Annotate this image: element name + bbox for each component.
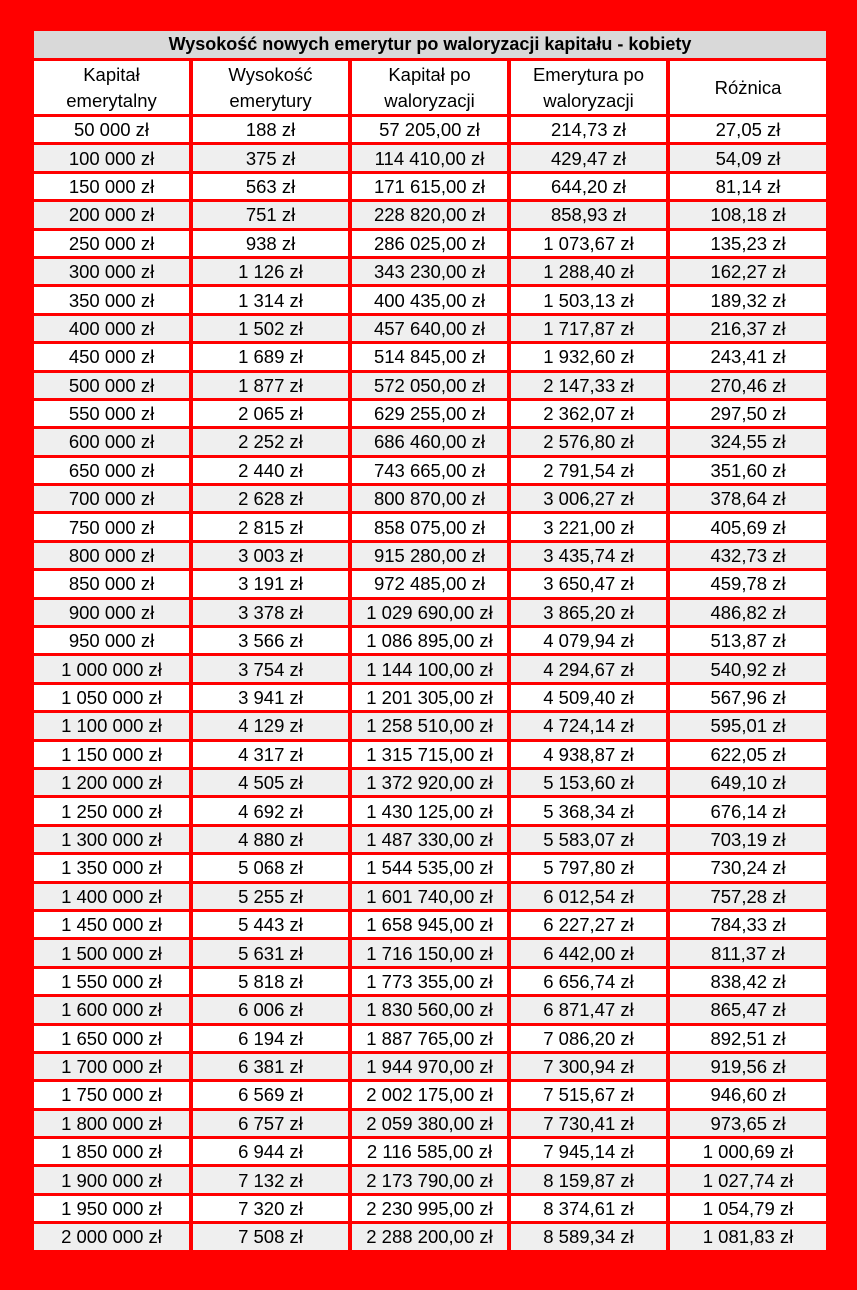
cell-kapital: 1 800 000 zł	[34, 1111, 189, 1136]
cell-emerytura-po: 1 503,13 zł	[511, 287, 666, 312]
cell-emerytura: 7 320 zł	[193, 1196, 348, 1221]
cell-roznica: 919,56 zł	[670, 1054, 826, 1079]
table-row	[34, 742, 826, 767]
table-row	[34, 429, 826, 454]
cell-kapital-po: 1 830 560,00 zł	[352, 997, 507, 1022]
cell-kapital: 850 000 zł	[34, 571, 189, 596]
cell-emerytura-po: 644,20 zł	[511, 174, 666, 199]
cell-emerytura-po: 3 221,00 zł	[511, 514, 666, 539]
cell-kapital-po: 1 887 765,00 zł	[352, 1026, 507, 1051]
table-row	[34, 1196, 826, 1221]
table-row	[34, 287, 826, 312]
cell-kapital-po: 1 372 920,00 zł	[352, 770, 507, 795]
cell-emerytura-po: 7 300,94 zł	[511, 1054, 666, 1079]
table-row	[34, 1111, 826, 1136]
cell-kapital: 1 900 000 zł	[34, 1167, 189, 1192]
cell-emerytura: 1 689 zł	[193, 344, 348, 369]
cell-emerytura: 7 508 zł	[193, 1224, 348, 1249]
cell-emerytura-po: 1 932,60 zł	[511, 344, 666, 369]
cell-kapital-po: 1 086 895,00 zł	[352, 628, 507, 653]
cell-emerytura: 2 628 zł	[193, 486, 348, 511]
cell-kapital: 100 000 zł	[34, 145, 189, 170]
table-row	[34, 855, 826, 880]
cell-emerytura: 4 317 zł	[193, 742, 348, 767]
cell-kapital-po: 743 665,00 zł	[352, 458, 507, 483]
cell-kapital-po: 400 435,00 zł	[352, 287, 507, 312]
cell-roznica: 567,96 zł	[670, 685, 826, 710]
cell-emerytura: 5 443 zł	[193, 912, 348, 937]
cell-roznica: 189,32 zł	[670, 287, 826, 312]
cell-roznica: 865,47 zł	[670, 997, 826, 1022]
table-row	[34, 884, 826, 909]
cell-emerytura: 2 252 zł	[193, 429, 348, 454]
cell-emerytura-po: 3 006,27 zł	[511, 486, 666, 511]
cell-emerytura-po: 4 509,40 zł	[511, 685, 666, 710]
cell-roznica: 135,23 zł	[670, 231, 826, 256]
cell-kapital: 1 950 000 zł	[34, 1196, 189, 1221]
cell-kapital-po: 2 230 995,00 zł	[352, 1196, 507, 1221]
cell-emerytura-po: 4 724,14 zł	[511, 713, 666, 738]
table-row	[34, 1167, 826, 1192]
cell-kapital-po: 57 205,00 zł	[352, 117, 507, 142]
table-row	[34, 770, 826, 795]
cell-emerytura-po: 3 650,47 zł	[511, 571, 666, 596]
cell-kapital-po: 2 116 585,00 zł	[352, 1139, 507, 1164]
table-row	[34, 685, 826, 710]
cell-kapital: 600 000 zł	[34, 429, 189, 454]
cell-kapital-po: 572 050,00 zł	[352, 373, 507, 398]
cell-kapital: 1 250 000 zł	[34, 798, 189, 823]
header-kapital-emerytalny	[34, 61, 189, 114]
cell-emerytura: 1 126 zł	[193, 259, 348, 284]
cell-kapital-po: 343 230,00 zł	[352, 259, 507, 284]
cell-kapital: 1 300 000 zł	[34, 827, 189, 852]
cell-emerytura-po: 7 086,20 zł	[511, 1026, 666, 1051]
cell-emerytura-po: 7 730,41 zł	[511, 1111, 666, 1136]
cell-emerytura-po: 2 362,07 zł	[511, 401, 666, 426]
cell-kapital-po: 858 075,00 zł	[352, 514, 507, 539]
cell-roznica: 54,09 zł	[670, 145, 826, 170]
cell-emerytura-po: 6 656,74 zł	[511, 969, 666, 994]
cell-kapital: 1 750 000 zł	[34, 1082, 189, 1107]
cell-roznica: 432,73 zł	[670, 543, 826, 568]
cell-emerytura: 3 754 zł	[193, 656, 348, 681]
cell-emerytura: 2 440 zł	[193, 458, 348, 483]
table-row	[34, 486, 826, 511]
cell-emerytura: 938 zł	[193, 231, 348, 256]
cell-kapital-po: 1 544 535,00 zł	[352, 855, 507, 880]
cell-roznica: 784,33 zł	[670, 912, 826, 937]
cell-roznica: 838,42 zł	[670, 969, 826, 994]
cell-roznica: 243,41 zł	[670, 344, 826, 369]
cell-kapital: 1 550 000 zł	[34, 969, 189, 994]
cell-emerytura: 7 132 zł	[193, 1167, 348, 1192]
cell-kapital: 1 650 000 zł	[34, 1026, 189, 1051]
cell-kapital-po: 171 615,00 zł	[352, 174, 507, 199]
cell-kapital: 750 000 zł	[34, 514, 189, 539]
cell-emerytura-po: 3 435,74 zł	[511, 543, 666, 568]
cell-emerytura-po: 5 583,07 zł	[511, 827, 666, 852]
cell-kapital: 650 000 zł	[34, 458, 189, 483]
cell-kapital: 1 350 000 zł	[34, 855, 189, 880]
cell-emerytura-po: 4 294,67 zł	[511, 656, 666, 681]
cell-kapital: 450 000 zł	[34, 344, 189, 369]
cell-roznica: 622,05 zł	[670, 742, 826, 767]
table-row	[34, 316, 826, 341]
cell-kapital: 50 000 zł	[34, 117, 189, 142]
cell-roznica: 946,60 zł	[670, 1082, 826, 1107]
cell-kapital: 1 200 000 zł	[34, 770, 189, 795]
cell-kapital-po: 629 255,00 zł	[352, 401, 507, 426]
cell-emerytura: 6 757 zł	[193, 1111, 348, 1136]
header-line: Różnica	[714, 76, 782, 98]
cell-kapital-po: 915 280,00 zł	[352, 543, 507, 568]
cell-emerytura-po: 8 589,34 zł	[511, 1224, 666, 1249]
cell-roznica: 1 000,69 zł	[670, 1139, 826, 1164]
cell-emerytura: 3 566 zł	[193, 628, 348, 653]
cell-emerytura: 6 381 zł	[193, 1054, 348, 1079]
table-row	[34, 344, 826, 369]
cell-emerytura-po: 7 945,14 zł	[511, 1139, 666, 1164]
cell-emerytura: 4 692 zł	[193, 798, 348, 823]
cell-kapital: 950 000 zł	[34, 628, 189, 653]
cell-kapital-po: 1 430 125,00 zł	[352, 798, 507, 823]
cell-emerytura-po: 6 442,00 zł	[511, 940, 666, 965]
table-row	[34, 827, 826, 852]
cell-emerytura: 2 065 zł	[193, 401, 348, 426]
cell-roznica: 757,28 zł	[670, 884, 826, 909]
cell-kapital-po: 2 002 175,00 zł	[352, 1082, 507, 1107]
cell-emerytura: 6 006 zł	[193, 997, 348, 1022]
cell-kapital: 150 000 zł	[34, 174, 189, 199]
cell-emerytura-po: 429,47 zł	[511, 145, 666, 170]
cell-roznica: 703,19 zł	[670, 827, 826, 852]
cell-kapital: 1 850 000 zł	[34, 1139, 189, 1164]
header-line: waloryzacji	[384, 89, 475, 111]
table-title: Wysokość nowych emerytur po waloryzacji kapitału - kobiety	[34, 31, 826, 58]
table-row	[34, 373, 826, 398]
cell-emerytura: 6 569 zł	[193, 1082, 348, 1107]
cell-kapital-po: 1 258 510,00 zł	[352, 713, 507, 738]
header-line: Kapitał po	[388, 63, 471, 85]
cell-kapital-po: 2 288 200,00 zł	[352, 1224, 507, 1249]
cell-kapital: 200 000 zł	[34, 202, 189, 227]
cell-emerytura-po: 6 012,54 zł	[511, 884, 666, 909]
cell-roznica: 892,51 zł	[670, 1026, 826, 1051]
cell-emerytura: 5 818 zł	[193, 969, 348, 994]
table-row	[34, 1082, 826, 1107]
cell-kapital: 700 000 zł	[34, 486, 189, 511]
table-row	[34, 145, 826, 170]
cell-kapital-po: 457 640,00 zł	[352, 316, 507, 341]
table-row	[34, 543, 826, 568]
table-row	[34, 458, 826, 483]
cell-kapital: 1 050 000 zł	[34, 685, 189, 710]
table-row	[34, 656, 826, 681]
cell-emerytura-po: 5 153,60 zł	[511, 770, 666, 795]
cell-roznica: 973,65 zł	[670, 1111, 826, 1136]
cell-kapital-po: 1 487 330,00 zł	[352, 827, 507, 852]
pension-table	[30, 28, 830, 1253]
header-line: emerytury	[229, 89, 312, 111]
cell-emerytura-po: 2 791,54 zł	[511, 458, 666, 483]
cell-emerytura-po: 4 079,94 zł	[511, 628, 666, 653]
cell-emerytura-po: 1 288,40 zł	[511, 259, 666, 284]
header-emerytura-po-waloryzacji	[511, 61, 666, 114]
table-row	[34, 940, 826, 965]
cell-roznica: 1 054,79 zł	[670, 1196, 826, 1221]
cell-roznica: 459,78 zł	[670, 571, 826, 596]
header-row	[34, 61, 826, 114]
table-row	[34, 571, 826, 596]
header-roznica	[670, 61, 826, 114]
cell-emerytura-po: 7 515,67 zł	[511, 1082, 666, 1107]
cell-roznica: 486,82 zł	[670, 600, 826, 625]
cell-emerytura: 375 zł	[193, 145, 348, 170]
cell-kapital: 900 000 zł	[34, 600, 189, 625]
cell-emerytura: 6 194 zł	[193, 1026, 348, 1051]
cell-emerytura-po: 1 717,87 zł	[511, 316, 666, 341]
cell-kapital-po: 1 716 150,00 zł	[352, 940, 507, 965]
cell-kapital-po: 2 059 380,00 zł	[352, 1111, 507, 1136]
cell-roznica: 405,69 zł	[670, 514, 826, 539]
cell-kapital: 1 600 000 zł	[34, 997, 189, 1022]
header-line: Kapitał	[83, 63, 140, 85]
cell-emerytura: 751 zł	[193, 202, 348, 227]
cell-emerytura-po: 214,73 zł	[511, 117, 666, 142]
cell-kapital-po: 1 773 355,00 zł	[352, 969, 507, 994]
cell-roznica: 270,46 zł	[670, 373, 826, 398]
table-row	[34, 259, 826, 284]
table-row	[34, 713, 826, 738]
cell-roznica: 649,10 zł	[670, 770, 826, 795]
table-body	[34, 117, 826, 1250]
cell-kapital: 1 150 000 zł	[34, 742, 189, 767]
cell-emerytura: 5 255 zł	[193, 884, 348, 909]
cell-kapital-po: 514 845,00 zł	[352, 344, 507, 369]
cell-emerytura: 3 003 zł	[193, 543, 348, 568]
header-line: Emerytura po	[532, 63, 645, 85]
cell-kapital: 800 000 zł	[34, 543, 189, 568]
cell-kapital: 1 000 000 zł	[34, 656, 189, 681]
table-row	[34, 969, 826, 994]
cell-emerytura: 4 880 zł	[193, 827, 348, 852]
cell-kapital: 1 700 000 zł	[34, 1054, 189, 1079]
header-kapital-po-waloryzacji	[352, 61, 507, 114]
cell-emerytura: 1 314 zł	[193, 287, 348, 312]
cell-roznica: 351,60 zł	[670, 458, 826, 483]
cell-emerytura-po: 5 368,34 zł	[511, 798, 666, 823]
table-row	[34, 117, 826, 142]
cell-emerytura-po: 8 159,87 zł	[511, 1167, 666, 1192]
table-row	[34, 1026, 826, 1051]
cell-emerytura: 2 815 zł	[193, 514, 348, 539]
table-row	[34, 202, 826, 227]
cell-kapital: 300 000 zł	[34, 259, 189, 284]
table-row	[34, 1054, 826, 1079]
cell-emerytura: 5 068 zł	[193, 855, 348, 880]
table-row	[34, 628, 826, 653]
cell-kapital: 1 100 000 zł	[34, 713, 189, 738]
cell-kapital-po: 686 460,00 zł	[352, 429, 507, 454]
table-row	[34, 1139, 826, 1164]
cell-roznica: 162,27 zł	[670, 259, 826, 284]
cell-kapital-po: 1 029 690,00 zł	[352, 600, 507, 625]
cell-roznica: 108,18 zł	[670, 202, 826, 227]
cell-roznica: 730,24 zł	[670, 855, 826, 880]
cell-kapital: 400 000 zł	[34, 316, 189, 341]
table-row	[34, 997, 826, 1022]
table-row	[34, 912, 826, 937]
cell-kapital-po: 2 173 790,00 zł	[352, 1167, 507, 1192]
cell-kapital-po: 114 410,00 zł	[352, 145, 507, 170]
cell-emerytura: 3 941 zł	[193, 685, 348, 710]
cell-roznica: 81,14 zł	[670, 174, 826, 199]
cell-emerytura: 4 505 zł	[193, 770, 348, 795]
cell-emerytura: 6 944 zł	[193, 1139, 348, 1164]
header-line: emerytalny	[66, 89, 157, 111]
cell-kapital: 1 500 000 zł	[34, 940, 189, 965]
header-wysokosc-emerytury	[193, 61, 348, 114]
cell-roznica: 676,14 zł	[670, 798, 826, 823]
cell-emerytura-po: 3 865,20 zł	[511, 600, 666, 625]
cell-kapital-po: 972 485,00 zł	[352, 571, 507, 596]
cell-kapital-po: 1 315 715,00 zł	[352, 742, 507, 767]
cell-emerytura-po: 5 797,80 zł	[511, 855, 666, 880]
cell-emerytura: 3 191 zł	[193, 571, 348, 596]
table-row	[34, 231, 826, 256]
cell-roznica: 811,37 zł	[670, 940, 826, 965]
table-row	[34, 174, 826, 199]
header-line: waloryzacji	[543, 89, 634, 111]
cell-roznica: 595,01 zł	[670, 713, 826, 738]
table-frame	[32, 29, 824, 1258]
cell-kapital-po: 286 025,00 zł	[352, 231, 507, 256]
cell-kapital: 1 450 000 zł	[34, 912, 189, 937]
cell-emerytura: 188 zł	[193, 117, 348, 142]
cell-roznica: 324,55 zł	[670, 429, 826, 454]
cell-kapital-po: 1 601 740,00 zł	[352, 884, 507, 909]
table-row	[34, 514, 826, 539]
cell-emerytura: 1 502 zł	[193, 316, 348, 341]
table-row	[34, 798, 826, 823]
cell-emerytura: 4 129 zł	[193, 713, 348, 738]
cell-kapital: 500 000 zł	[34, 373, 189, 398]
cell-emerytura-po: 4 938,87 zł	[511, 742, 666, 767]
table-row	[34, 401, 826, 426]
cell-roznica: 513,87 zł	[670, 628, 826, 653]
cell-kapital-po: 1 658 945,00 zł	[352, 912, 507, 937]
cell-kapital-po: 800 870,00 zł	[352, 486, 507, 511]
cell-roznica: 297,50 zł	[670, 401, 826, 426]
cell-emerytura-po: 6 871,47 zł	[511, 997, 666, 1022]
table-row	[34, 600, 826, 625]
cell-emerytura-po: 6 227,27 zł	[511, 912, 666, 937]
cell-kapital: 1 400 000 zł	[34, 884, 189, 909]
cell-emerytura: 5 631 zł	[193, 940, 348, 965]
cell-roznica: 378,64 zł	[670, 486, 826, 511]
cell-emerytura: 563 zł	[193, 174, 348, 199]
cell-emerytura-po: 1 073,67 zł	[511, 231, 666, 256]
cell-emerytura: 3 378 zł	[193, 600, 348, 625]
cell-roznica: 1 027,74 zł	[670, 1167, 826, 1192]
cell-kapital-po: 1 944 970,00 zł	[352, 1054, 507, 1079]
cell-kapital: 350 000 zł	[34, 287, 189, 312]
cell-emerytura: 1 877 zł	[193, 373, 348, 398]
table-row	[34, 1224, 826, 1249]
cell-kapital: 2 000 000 zł	[34, 1224, 189, 1249]
cell-emerytura-po: 858,93 zł	[511, 202, 666, 227]
cell-roznica: 1 081,83 zł	[670, 1224, 826, 1249]
cell-roznica: 540,92 zł	[670, 656, 826, 681]
cell-emerytura-po: 2 576,80 zł	[511, 429, 666, 454]
cell-emerytura-po: 2 147,33 zł	[511, 373, 666, 398]
cell-kapital-po: 1 201 305,00 zł	[352, 685, 507, 710]
cell-roznica: 216,37 zł	[670, 316, 826, 341]
cell-kapital-po: 228 820,00 zł	[352, 202, 507, 227]
cell-kapital: 250 000 zł	[34, 231, 189, 256]
cell-kapital-po: 1 144 100,00 zł	[352, 656, 507, 681]
cell-kapital: 550 000 zł	[34, 401, 189, 426]
header-line: Wysokość	[228, 63, 313, 85]
cell-emerytura-po: 8 374,61 zł	[511, 1196, 666, 1221]
cell-roznica: 27,05 zł	[670, 117, 826, 142]
